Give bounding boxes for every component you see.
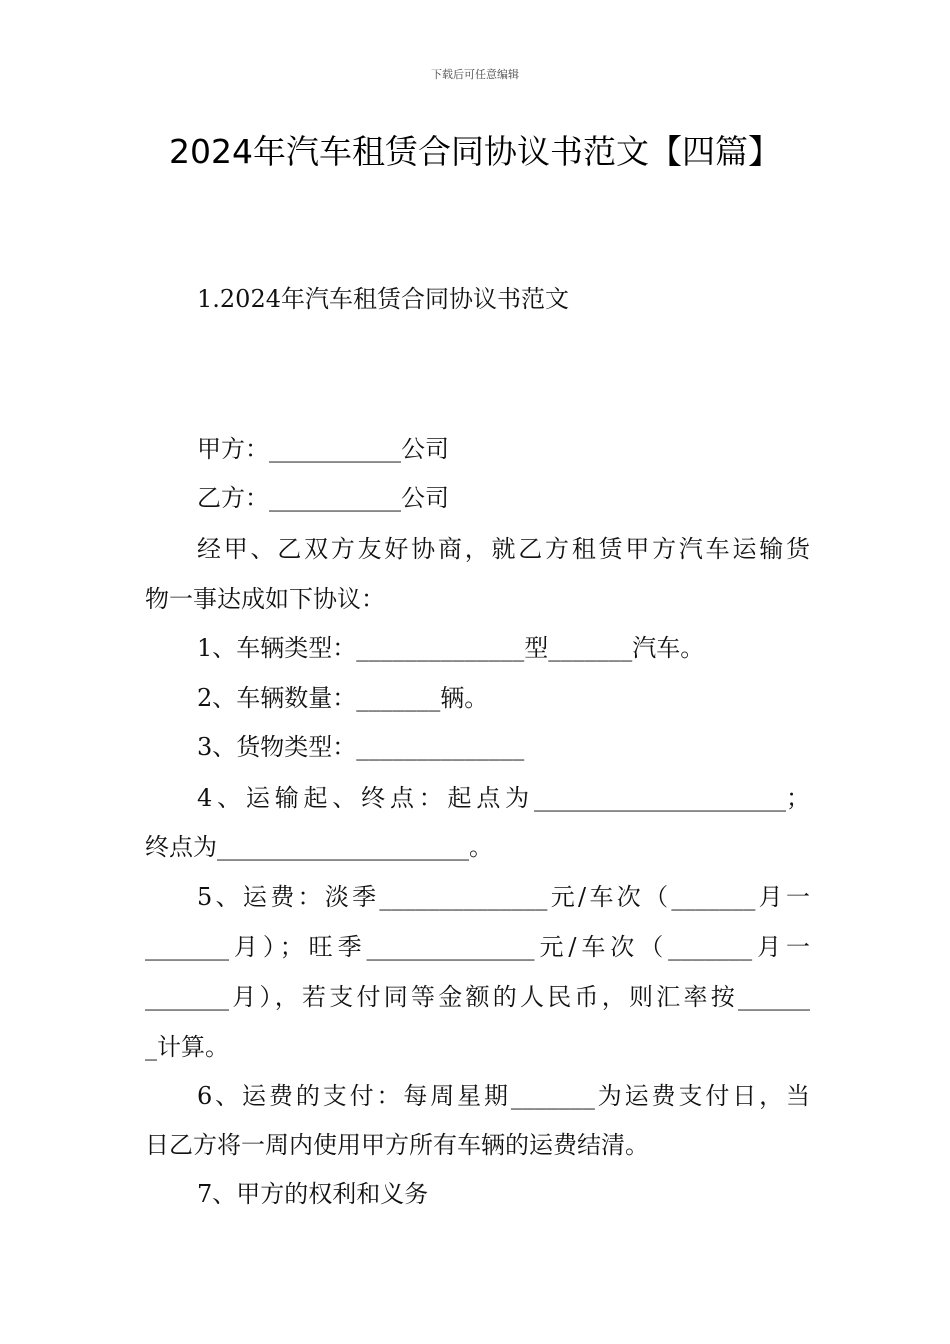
clause-1-vehicle-type: 1、车辆类型：______________型_______汽车。 [197,634,705,662]
clause-7-heading: 7、甲方的权利和义务 [197,1180,429,1208]
document-title: 2024年汽车租赁合同协议书范文【四篇】 [169,132,781,171]
section-heading: 1.2024年汽车租赁合同协议书范文 [197,285,569,313]
clause-6-payment-line-1: 6、运费的支付：每周星期_______为运费支付日，当 [197,1082,810,1110]
page-header-note: 下载后可任意编辑 [431,68,519,81]
paragraph-intro-line-2: 物一事达成如下协议： [145,585,385,613]
party-a-line: 甲方：___________公司 [197,435,449,463]
clause-5-fare-line-3: _______月），若支付同等金额的人民币，则汇率按______ [145,983,810,1011]
clause-3-cargo-type: 3、货物类型：______________ [197,733,525,761]
clause-5-fare-line-2: _______月）；旺季______________元/车次（_______月一 [145,933,810,961]
clause-6-payment-line-2: 日乙方将一周内使用甲方所有车辆的运费结清。 [145,1131,649,1159]
clause-2-vehicle-count: 2、车辆数量：_______辆。 [197,684,489,712]
clause-5-fare-line-1: 5、运费：淡季______________元/车次（_______月一 [197,883,810,911]
party-b-line: 乙方：___________公司 [197,484,449,512]
clause-4-route-line-1: 4、运输起、终点：起点为_____________________； [197,784,810,812]
paragraph-intro-line-1: 经甲、乙双方友好协商，就乙方租赁甲方汽车运输货 [197,535,810,563]
clause-4-route-line-2: 终点为_____________________。 [145,833,493,861]
clause-5-fare-line-4: _计算。 [145,1033,229,1061]
